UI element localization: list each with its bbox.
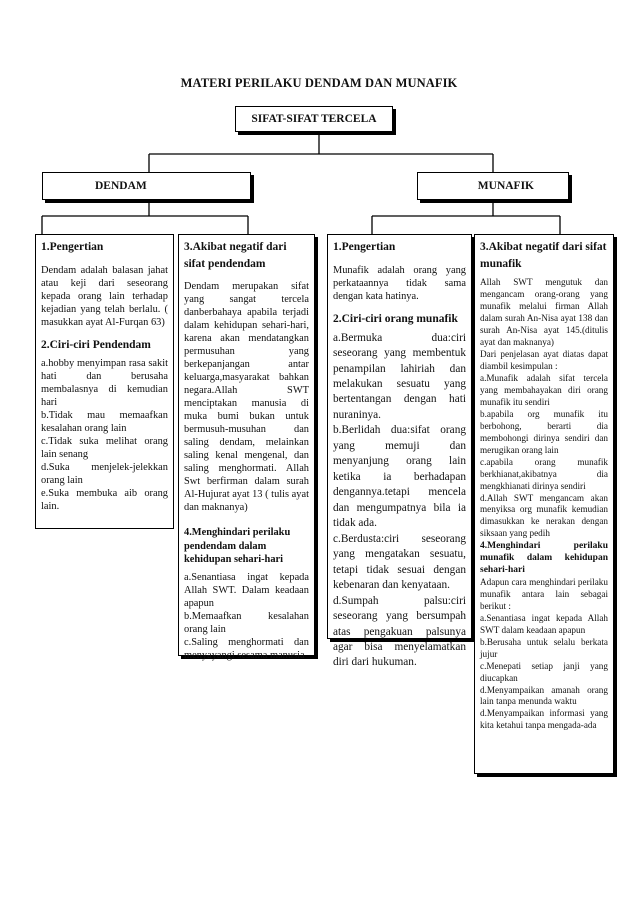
list-item: b.Memaafkan kesalahan orang lain <box>184 610 309 635</box>
list-item: c.Berdusta:ciri seseorang yang mengatakan sesuatu, tetapi tidak sesuai dengan kebenaran dan kenyataan. <box>333 532 466 592</box>
card-heading: 3.Akibat negatif dari sifat pendendam <box>184 241 287 270</box>
card-dendam-akibat <box>178 234 315 661</box>
list-item: d.Suka menjelek-jelekkan orang lain <box>41 461 168 486</box>
branch-dendam: DENDAM <box>42 172 251 200</box>
card-dendam-pengertian <box>35 234 174 529</box>
list-item: c.Tidak suka melihat orang lain senang <box>41 435 168 460</box>
list-item: c.Menepati setiap janji yang diucapkan <box>480 660 608 683</box>
card-body: Adapun cara menghindari perilaku munafik antara lain sebagai berikut : <box>480 576 608 611</box>
card-subheading: 2.Ciri-ciri Pendendam <box>41 338 151 351</box>
list-item: d.Menyampaikan informasi yang kita ketahui tanpa mengada-ada <box>480 708 608 731</box>
list-item: b.Berusaha untuk selalu berkata jujur <box>480 636 608 659</box>
branch-munafik: MUNAFIK <box>417 172 569 200</box>
card-munafik-akibat <box>474 234 614 774</box>
list-item: a.Senantiasa ingat kepada Allah SWT dalam keadaan apapun <box>480 612 608 635</box>
list-item: b.Tidak mau memaafkan kesalahan orang lain <box>41 409 168 434</box>
card-heading: 1.Pengertian <box>333 241 396 253</box>
card-body: Munafik adalah orang yang perkataannya tidak sama dengan kata hatinya. <box>333 264 466 302</box>
list-item: d.Menyampaikan amanah orang lain tanpa menunda waktu <box>480 684 608 707</box>
list-item: b.Berlidah dua:sifat orang yang memuji dan menyanjung orang lain ketika ia berhadapan dengannya.tetapi mencela dan mengumpatnya bila ia tidak ada. <box>333 424 466 530</box>
card-body: Dendam merupakan sifat yang sangat tercela danberbahaya apabila terjadi dalam kehidupan sehari-hari, karena akan mendatangkan permusuhan yang berkepanjangan antar keluarga,masyarakat bahkan negara.Allah SWT menciptakan manusia di muka bumi bukan untuk bermusuh-musuhan dan saling dendam, melainkan saling kenal mengenal, dan saling menghormati. Allah Swt berfirman dalam surah Al-Hujurat ayat 13 ( tulis ayat dan maknanya) <box>184 281 309 514</box>
list-item: e.Suka membuka aib orang lain. <box>41 487 168 512</box>
list-item: a.Senantiasa ingat kepada Allah SWT. Dalam keadaan apapun <box>184 571 309 609</box>
page-title: MATERI PERILAKU DENDAM DAN MUNAFIK <box>180 76 458 90</box>
card-subheading: 4.Menghindari perilaku munafik dalam kehidupan sehari-hari <box>480 541 608 576</box>
connector-root <box>149 133 493 172</box>
connector-dendam <box>42 201 248 234</box>
list-item: d.Allah SWT mengancam akan menyiksa org munafik kemudian dimasukkan ke nerakan dengan siksaan yang pedih <box>480 492 608 539</box>
card-body: Dendam adalah balasan jahat atau keji dari seseorang kepada orang lain terhadap kejadian yang telah berlalu. ( masukkan ayat Al-Furqan 63) <box>41 264 168 328</box>
list-item: a.Bermuka dua:ciri seseorang yang membentuk penampilan lahiriah dan melakukan sesuatu yang bertentangan dengan hati nuraninya. <box>333 331 466 421</box>
list-item: c.Saling menghormati dan menyayangi sesama manusia <box>184 636 309 661</box>
card-munafik-pengertian <box>327 234 472 669</box>
list-item: a.Munafik adalah sifat tercela yang membahayakan diri orang munafik itu sendiri <box>480 372 608 407</box>
list-item: c.apabila orang munafik berkhianat,akibatnya dia mengkhianati dirinya sendiri <box>480 456 608 491</box>
connector-munafik <box>372 201 560 234</box>
card-heading: 3.Akibat negatif dari sifat munafik <box>480 241 607 270</box>
list-item: b.apabila org munafik itu berbohong, berarti dia membohongi dirinya sendiri dan merugikan orang lain <box>480 408 608 455</box>
card-body: Allah SWT mengutuk dan mengancam orang-orang yang munafik melalui firman Allah dalam surah An-Nisa ayat 138 dan surah An-Nisa ayat 145.(ditulis ayat dan maknanya) <box>480 277 608 348</box>
list-item: a.hobby menyimpan rasa sakit hati dan berusaha membalasnya di kemudian hari <box>41 357 168 408</box>
card-subheading: 4.Menghindari perilaku pendendam dalam kehidupan sehari-hari <box>184 527 291 566</box>
card-heading: 1.Pengertian <box>41 241 104 253</box>
card-body: Dari penjelasan ayat diatas dapat diambil kesimpulan : <box>480 349 608 372</box>
root-node: SIFAT-SIFAT TERCELA <box>235 106 393 132</box>
list-item: d.Sumpah palsu:ciri seseorang yang bersumpah atas pengakuan palsunya agar bisa menyelamatkan diri dari hukuman. <box>333 594 466 669</box>
card-subheading: 2.Ciri-ciri orang munafik <box>333 312 458 325</box>
